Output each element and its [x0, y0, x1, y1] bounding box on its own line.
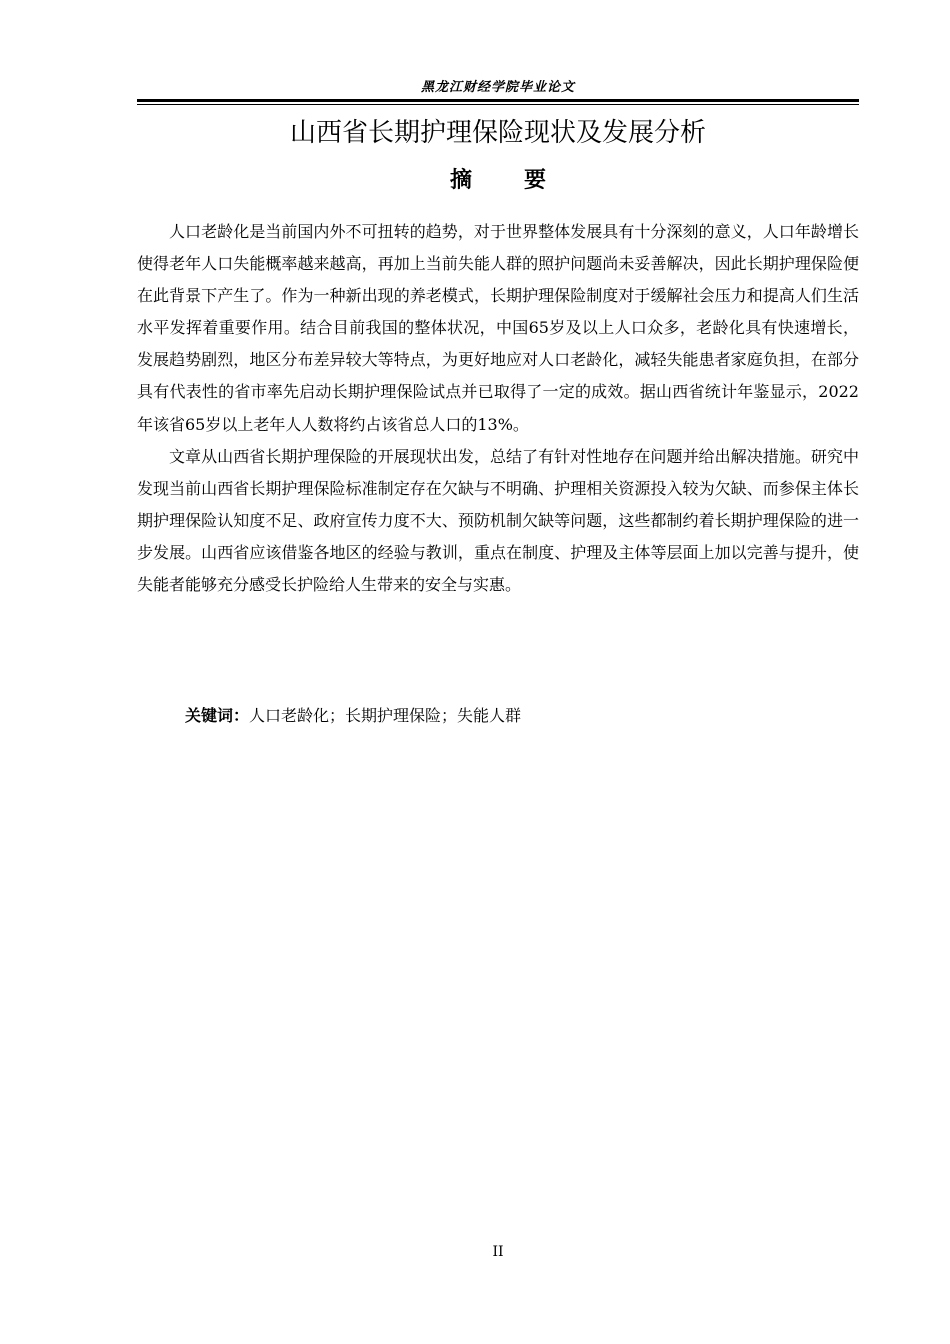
abstract-body: [137, 216, 859, 601]
keywords-label: 关键词：: [185, 706, 250, 725]
abstract-heading: [137, 166, 859, 196]
abstract-paragraph-1: 人口老龄化是当前国内外不可扭转的趋势，对于世界整体发展具有十分深刻的意义，人口年龄增长使得老年人口失能概率越来越高，再加上当前失能人群的照护问题尚未妥善解决，因此长期护理保险便在此背景下产生了。作为一种新出现的养老模式，长期护理保险制度对于缓解社会压力和提高人们生活水平发挥着重要作用。结合目前我国的整体状况，中国65岁及以上人口众多，老龄化具有快速增长，发展趋势剧烈，地区分布差异较大等特点，为更好地应对人口老龄化，减轻失能患者家庭负担，在部分具有代表性的省市率先启动长期护理保险试点并已取得了一定的成效。据山西省统计年鉴显示，2022年该省65岁以上老年人人数将约占该省总人口的13%。: [137, 222, 859, 434]
abstract-heading-left: 摘: [449, 168, 472, 193]
header-rule-thin: [137, 104, 859, 105]
paper-title: 山西省长期护理保险现状及发展分析: [289, 118, 706, 148]
header-rule-thick: [137, 99, 859, 102]
abstract-paragraph-2: 文章从山西省长期护理保险的开展现状出发，总结了有针对性地存在问题并给出解决措施。研究中发现当前山西省长期护理保险标准制定存在欠缺与不明确、护理相关资源投入较为欠缺、而参保主体长期护理保险认知度不足、政府宣传力度不大、预防机制欠缺等问题，这些都制约着长期护理保险的进一步发展。山西省应该借鉴各地区的经验与教训，重点在制度、护理及主体等层面上加以完善与提升，使失能者能够充分感受长护险给人生带来的安全与实惠。: [137, 446, 859, 595]
keywords-line: [185, 701, 859, 731]
abstract-heading-right: 要: [524, 168, 547, 193]
keywords-value: 人口老龄化；长期护理保险；失能人群: [249, 706, 522, 725]
running-header: 黑龙江财经学院毕业论文: [420, 80, 575, 95]
page-number: II: [492, 1244, 504, 1260]
